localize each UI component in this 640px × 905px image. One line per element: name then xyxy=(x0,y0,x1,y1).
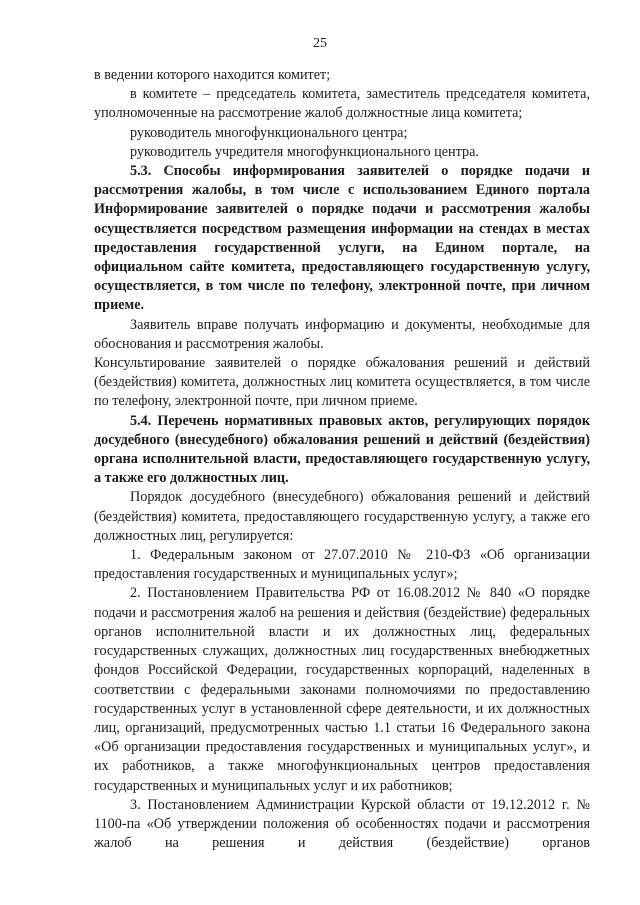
paragraph-mfc-founder-head: руководитель учредителя многофункционального центра. xyxy=(130,143,479,160)
list-item-federal-law: 1. Федеральным законом от 27.07.2010 № 210-ФЗ «Об организации предоставления государственных и муниципальных услуг»; xyxy=(94,547,590,583)
document-body xyxy=(94,66,590,853)
page-number: 25 xyxy=(313,36,327,51)
list-item-government-decree: 2. Постановлением Правительства РФ от 16.08.2012 № 840 «О порядке подачи и рассмотрения жалоб на решения и действия (бездействие) федеральных органов исполнительной власти и их должностных лиц, федеральных государственных служащих, должностных лиц государственных внебюджетных фондов Российской Федерации, государственных корпораций, наделенных в соответствии с федеральными законами полномочиями по предоставлению государственных услуг в установленной сфере деятельности, и их должностных лиц, организаций, предусмотренных частью 1.1 статьи 16 Федерального закона «Об организации предоставления государственных и муниципальных услуг», и их работников, а также многофункциональных центров предоставления государственных и муниципальных услуг и их работников; xyxy=(94,585,590,794)
section-heading-5-3: 5.3. Способы информирования заявителей о порядке подачи и рассмотрения жалобы, в том числе с использованием Единого портала Информирование заявителей о порядке подачи и рассмотрения жалобы осуществляется посредством размещения информации на стендах в местах предоставления государственной услуги, на Едином портале, на официальном сайте комитета, предоставляющего государственную услугу, осуществляется, в том числе по телефону, электронной почте, при личном приеме. xyxy=(94,163,590,314)
paragraph-mfc-head: руководитель многофункционального центра; xyxy=(130,124,408,141)
list-item-administration-decree: 3. Постановлением Администрации Курской области от 19.12.2012 г. № 1100-па «Об утверждении положения об особенностях подачи и рассмотрения жалоб на решения и действия (бездействие) органов xyxy=(94,796,590,852)
paragraph-appeal-procedure: Порядок досудебного (внесудебного) обжалования решений и действий (бездействия) комитета, предоставляющего государственную услугу, а также его должностных лиц, регулируется: xyxy=(94,489,590,544)
paragraph-consultation: Консультирование заявителей о порядке обжалования решений и действий (бездействия) комитета, должностных лиц комитета осуществляется, в том числе по телефону, электронной почте, при личном приеме. xyxy=(94,355,590,410)
paragraph-applicant-rights: Заявитель вправе получать информацию и документы, необходимые для обоснования и рассмотрения жалобы. xyxy=(94,316,590,352)
paragraph-committee-jurisdiction: в ведении которого находится комитет; xyxy=(94,67,331,83)
paragraph-committee-officials: в комитете – председатель комитета, заместитель председателя комитета, уполномоченные на рассмотрение жалоб должностные лица комитета; xyxy=(94,86,590,122)
section-heading-5-4: 5.4. Перечень нормативных правовых актов, регулирующих порядок досудебного (внесудебного) обжалования решений и действий (бездействия) органа исполнительной власти, предоставляющего государственную услугу, а также его должностных лиц. xyxy=(94,412,590,487)
